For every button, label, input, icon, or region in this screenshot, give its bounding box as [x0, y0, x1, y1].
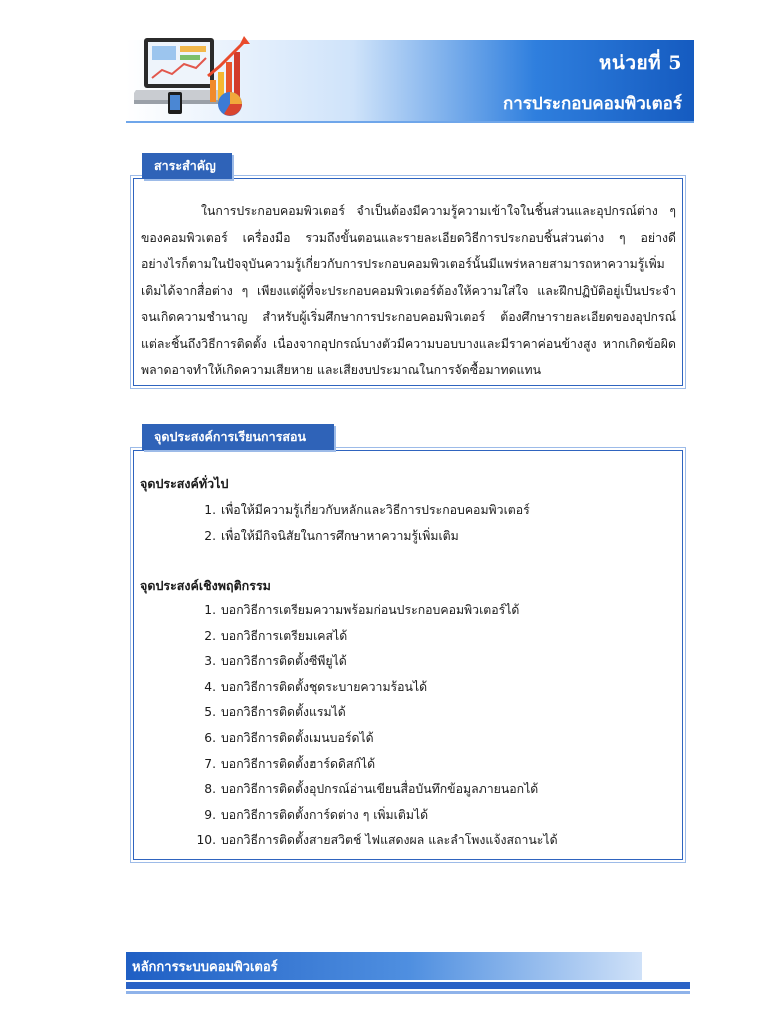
summary-label: สาระสำคัญ [142, 153, 232, 179]
general-objectives-list [196, 498, 530, 549]
general-objectives-heading: จุดประสงค์ทั่วไป [140, 476, 229, 491]
item-number: 2. [204, 628, 216, 643]
footer-rule [126, 982, 690, 989]
item-text: บอกวิธีการติดตั้งอุปกรณ์อ่านเขียนสื่อบันทึกข้อมูลภายนอกได้ [221, 782, 539, 797]
list-item [196, 803, 558, 829]
list-item [196, 598, 558, 624]
item-text: บอกวิธีการติดตั้งเมนบอร์ดได้ [221, 730, 374, 745]
item-number: 1. [204, 503, 216, 517]
item-text: เพื่อให้มีความรู้เกี่ยวกับหลักและวิธีการประกอบคอมพิวเตอร์ [221, 503, 530, 517]
list-item [196, 624, 558, 650]
item-number: 1. [204, 603, 216, 617]
item-number: 3. [204, 654, 216, 669]
item-number: 2. [204, 528, 216, 543]
laptop-chart-icon [134, 28, 254, 124]
item-text: บอกวิธีการติดตั้งฮาร์ดดิสก์ได้ [221, 756, 376, 771]
list-item [196, 752, 558, 778]
item-number: 8. [204, 782, 216, 797]
item-number: 9. [204, 807, 216, 822]
item-text: บอกวิธีการเตรียมความพร้อมก่อนประกอบคอมพิวเตอร์ได้ [221, 603, 520, 617]
footer-rule-thin [126, 991, 690, 994]
list-item [196, 700, 558, 726]
item-text: บอกวิธีการติดตั้งแรมได้ [221, 705, 346, 720]
item-number: 4. [204, 679, 216, 694]
summary-text: ในการประกอบคอมพิวเตอร์ จำเป็นต้องมีความรู้ความเข้าใจในชิ้นส่วนและอุปกรณ์ต่าง ๆ ของคอมพิวเตอร์ เครื่องมือ รวมถึงขั้นตอนและรายละเอียดวิธีการประกอบชิ้นส่วนต่าง ๆ อย่างดี อย่างไรก็ตามในปัจจุบันความรู้เกี่ยวกับการประกอบคอมพิวเตอร์นั้นมีแพร่หลายสามารถหาความรู้เพิ่มเติมได้จากสื่อต่าง ๆ เพียงแต่ผู้ที่จะประกอบคอมพิวเตอร์ต้องให้ความใส่ใจ และฝึกปฏิบัติอยู่เป็นประจำจนเกิดความชำนาญ สำหรับผู้เริ่มศึกษาการประกอบคอมพิวเตอร์ ต้องศึกษารายละเอียดของอุปกรณ์แต่ละชิ้นถึงวิธีการติดตั้ง เนื่องจากอุปกรณ์บางตัวมีความบอบบางและมีราคาค่อนข้างสูง หากเกิดข้อผิดพลาดอาจทำให้เกิดความเสียหาย และเสียงบประมาณในการจัดซื้อมาทดแทน [141, 204, 676, 377]
item-text: บอกวิธีการติดตั้งซีพียูได้ [221, 654, 347, 669]
item-text: บอกวิธีการติดตั้งชุดระบายความร้อนได้ [221, 679, 428, 694]
behavioral-objectives-list [196, 598, 558, 854]
objectives-label: จุดประสงค์การเรียนการสอน [142, 424, 334, 450]
item-text: บอกวิธีการติดตั้งสายสวิตช์ ไฟแสดงผล และลำโพงแจ้งสถานะได้ [221, 833, 558, 848]
list-item [196, 524, 530, 550]
item-number: 6. [204, 730, 216, 745]
list-item [196, 726, 558, 752]
unit-title: การประกอบคอมพิวเตอร์ [502, 94, 682, 114]
list-item [196, 777, 558, 803]
footer-title: หลักการระบบคอมพิวเตอร์ [132, 960, 278, 975]
list-item [196, 649, 558, 675]
unit-number: หน่วยที่ 5 [598, 52, 682, 74]
item-number: 5. [204, 705, 216, 720]
behavioral-objectives-heading: จุดประสงค์เชิงพฤติกรรม [140, 578, 271, 593]
item-text: บอกวิธีการติดตั้งการ์ดต่าง ๆ เพิ่มเติมได้ [221, 807, 429, 822]
list-item [196, 498, 530, 524]
list-item [196, 675, 558, 701]
item-number: 10. [196, 833, 216, 848]
item-number: 7. [204, 756, 216, 771]
list-item [196, 828, 558, 854]
item-text: บอกวิธีการเตรียมเคสได้ [221, 628, 348, 643]
item-text: เพื่อให้มีกิจนิสัยในการศึกษาหาความรู้เพิ่มเติม [221, 528, 459, 543]
